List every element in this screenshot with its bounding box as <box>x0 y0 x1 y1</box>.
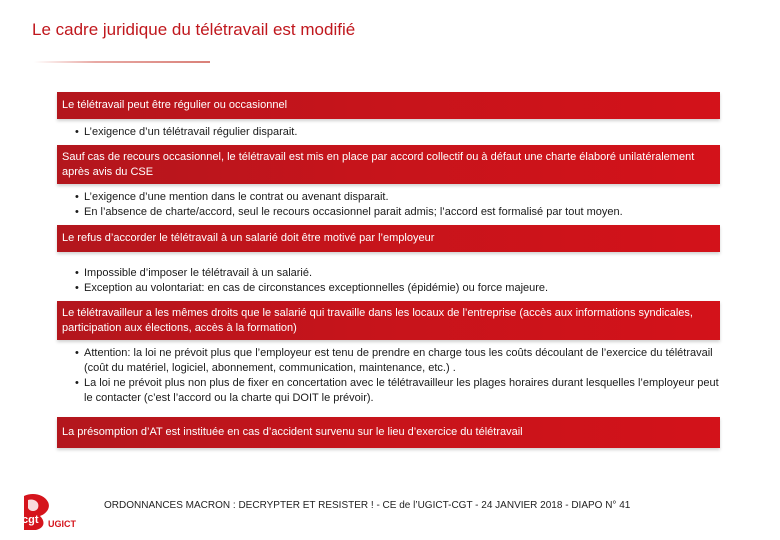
bullet-text: L’exigence d’une mention dans le contrat ou avenant disparait. <box>84 191 389 203</box>
bullet-icon: • <box>75 267 79 279</box>
logo-cgt-text: cgt <box>22 514 39 526</box>
bullet-text: Exception au volontariat: en cas de circonstances exceptionnelles (épidémie) ou force majeure. <box>84 282 549 294</box>
page-title: Le cadre juridique du télétravail est modifié <box>32 20 356 39</box>
bullet-list <box>57 252 720 301</box>
bullet-icon: • <box>75 191 79 203</box>
list-item <box>75 346 720 376</box>
section-heading: Le refus d’accorder le télétravail à un salarié doit être motivé par l’employeur <box>57 225 720 252</box>
section-heading: La présomption d’AT est instituée en cas d’accident survenu sur le lieu d’exercice du télétravail <box>57 417 720 448</box>
list-item <box>75 376 720 406</box>
bullet-icon: • <box>75 126 79 138</box>
bullet-icon: • <box>75 206 79 218</box>
bullet-text: En l’absence de charte/accord, seul le recours occasionnel parait admis; l’accord est formalisé par tout moyen. <box>84 206 623 218</box>
bullet-icon: • <box>75 282 79 294</box>
section-heading: Le télétravail peut être régulier ou occasionnel <box>57 92 720 119</box>
logo-ugict-text: UGICT <box>48 519 76 529</box>
bullet-list <box>57 184 720 225</box>
list-item <box>75 266 720 281</box>
list-item <box>75 205 720 220</box>
list-item <box>75 281 720 296</box>
bullet-text: Impossible d’imposer le télétravail à un salarié. <box>84 267 313 279</box>
content-area <box>57 92 720 448</box>
list-item <box>75 125 720 140</box>
footer-text: ORDONNANCES MACRON : DECRYPTER ET RESISTER ! - CE de l’UGICT-CGT - 24 JANVIER 2018 - DIAPO N° 41 <box>104 500 631 511</box>
bullet-text: La loi ne prévoit plus non plus de fixer en concertation avec le télétravailleur les plages horaires durant lesquelles l’employeur peut le contacter (c’est l’accord ou la charte qui DOIT le prévoir). <box>84 377 719 404</box>
section-heading: Sauf cas de recours occasionnel, le télétravail est mis en place par accord collectif ou à défaut une charte élaboré unilatéralement après avis du CSE <box>57 145 720 184</box>
bullet-icon: • <box>75 377 79 389</box>
bullet-icon: • <box>75 347 79 359</box>
bullet-text: L’exigence d’un télétravail régulier disparait. <box>84 126 298 138</box>
title-divider <box>34 61 210 63</box>
bullet-list <box>57 340 720 411</box>
cgt-ugict-logo-icon <box>18 492 98 532</box>
list-item <box>75 190 720 205</box>
bullet-list <box>57 119 720 145</box>
bullet-text: Attention: la loi ne prévoit plus que l’employeur est tenu de prendre en charge tous les coûts découlant de l’exercice du télétravail (coût du matériel, logiciel, abonnement, communication, maintenance, etc.) . <box>84 347 713 374</box>
section-heading: Le télétravailleur a les mêmes droits que le salarié qui travaille dans les locaux de l’entreprise (accès aux informations syndicales, participation aux élections, accès à la formation) <box>57 301 720 340</box>
